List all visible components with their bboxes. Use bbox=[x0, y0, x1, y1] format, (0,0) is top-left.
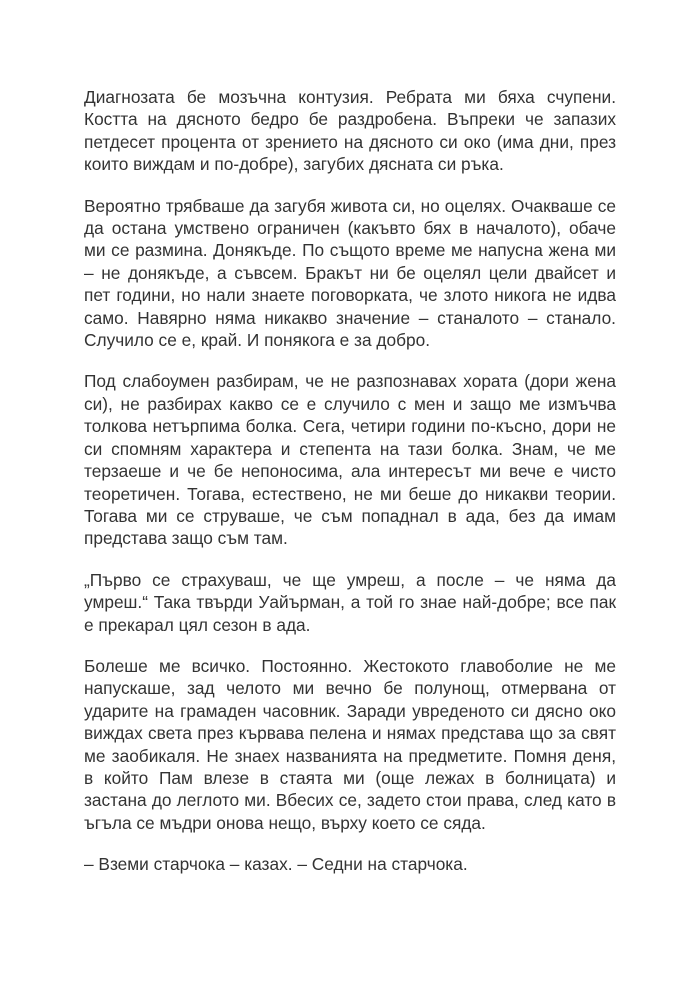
paragraph-1: Диагнозата бе мозъчна контузия. Ребрата ми бяха счупени. Костта на дясното бедро бе раздробена. Въпреки че запазих петдесет процента от зрението на дясното си око (има дни, през които виждам и по-добре), загубих дясната си ръка. bbox=[84, 87, 616, 175]
paragraph-5: Болеше ме всичко. Постоянно. Жестокото главоболие не ме напускаше, зад челото ми вечно бе полунощ, отмервана от ударите на грамаден часовник. Заради увреденото си дясно око виждах света през кървава пелена и нямах представа що за свят ме заобикаля. Не знаех названията на предметите. Помня деня, в който Пам влезе в стаята ми (още лежах в болницата) и застана до леглото ми. Вбесих се, задето стои права, след като в ъгъла се мъдри онова нещо, върху което се сяда. bbox=[84, 655, 616, 833]
dialogue-line: – Вземи старчока – казах. – Седни на старчока. bbox=[84, 854, 468, 875]
document-page bbox=[84, 86, 616, 876]
paragraph-3: Под слабоумен разбирам, че не разпознавах хората (дори жена си), не разбирах какво се е случило с мен и защо ме измъчва толкова нетърпима болка. Сега, четири години по-късно, дори не си спомням характера и степента на тази болка. Знам, че ме терзаеше и че бе непоносима, ала интересът ми вече е чисто теоретичен. Тогава, естествено, не ми беше до никакви теории. Тогава ми се струваше, че съм попаднал в ада, без да имам представа защо съм там. bbox=[84, 371, 616, 549]
paragraph-4: „Първо се страхуваш, че ще умреш, а после – че няма да умреш.“ Така твърди Уайърман, а той го знае най-добре; все пак е прекарал цял сезон в ада. bbox=[84, 569, 616, 635]
paragraph-2: Вероятно трябваше да загубя живота си, но оцелях. Очакваше се да остана умствено ограничен (какъвто бях в началото), обаче ми се размина. Донякъде. По същото време ме напусна жена ми – не донякъде, а съвсем. Бракът ни бе оцелял цели двайсет и пет години, но нали знаете поговорката, че злото никога не идва само. Навярно няма никакво значение – станалото – станало. Случило се е, край. И понякога е за добро. bbox=[84, 195, 616, 351]
